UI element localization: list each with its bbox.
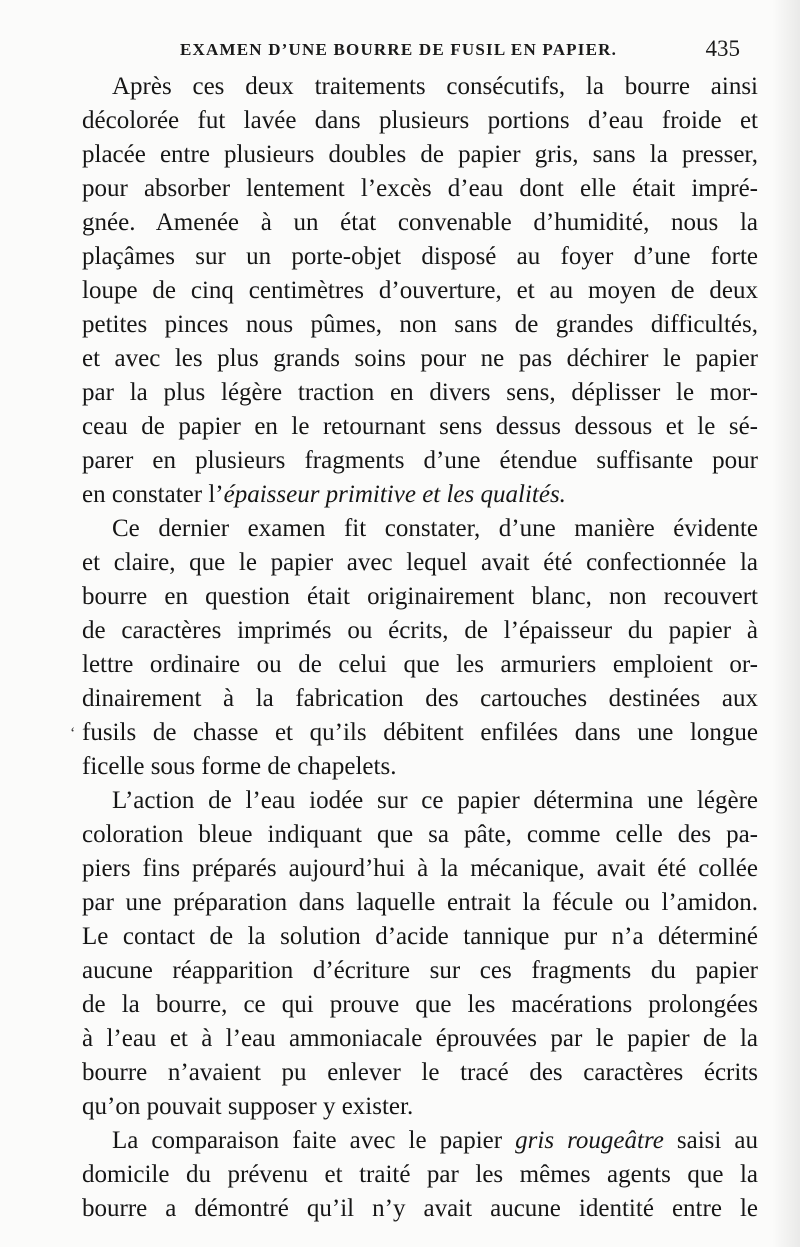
- italic-text: gris rougeâtre: [515, 1127, 664, 1154]
- text-line: par la plus légère traction en divers sens, déplisser le mor-: [82, 379, 758, 406]
- paragraph-2: [82, 512, 758, 784]
- text-line: lettre ordinaire ou de celui que les armuriers emploient or-: [82, 651, 758, 678]
- text-line: bourre n’avaient pu enlever le tracé des caractères écrits: [82, 1059, 758, 1086]
- page-number: 435: [705, 36, 740, 61]
- text-line: placée entre plusieurs doubles de papier gris, sans la presser,: [82, 141, 758, 168]
- text-line: à l’eau et à l’eau ammoniacale éprouvées par le papier de la: [82, 1025, 758, 1052]
- text-line: aucune réapparition d’écriture sur ces fragments du papier: [82, 957, 758, 984]
- paragraph-4: [82, 1124, 758, 1226]
- text-line: parer en plusieurs fragments d’une étendue suffisante pour: [82, 447, 758, 474]
- paragraph-1: [82, 70, 758, 512]
- text-run: saisi au: [663, 1127, 758, 1154]
- page-header: [100, 38, 740, 68]
- text-line: ceau de papier en le retournant sens dessus dessous et le sé-: [82, 413, 758, 440]
- text-line: et claire, que le papier avec lequel avait été confectionnée la: [82, 549, 758, 576]
- paragraph-3: [82, 784, 758, 1124]
- text-line: ficelle sous forme de chapelets.: [82, 753, 397, 780]
- text-line: et avec les plus grands soins pour ne pas déchirer le papier: [82, 345, 758, 372]
- text-line: loupe de cinq centimètres d’ouverture, et au moyen de deux: [82, 277, 758, 304]
- text-line: décolorée fut lavée dans plusieurs portions d’eau froide et: [82, 107, 758, 134]
- text-line: coloration bleue indiquant que sa pâte, comme celle des pa-: [82, 821, 758, 848]
- text-line: fusils de chasse et qu’ils débitent enfilées dans une longue: [82, 719, 758, 746]
- text-run: en constater l’: [82, 481, 224, 508]
- text-line: domicile du prévenu et traité par les mêmes agents que la: [82, 1161, 758, 1188]
- text-line: de caractères imprimés ou écrits, de l’épaisseur du papier à: [82, 617, 758, 644]
- text-line: [82, 1124, 758, 1158]
- text-line: par une préparation dans laquelle entrait la fécule ou l’amidon.: [82, 889, 758, 916]
- text-line: qu’on pouvait supposer y exister.: [82, 1093, 414, 1120]
- page-edge-shadow: [772, 0, 800, 1247]
- running-head: EXAMEN D’UNE BOURRE DE FUSIL EN PAPIER.: [180, 40, 618, 59]
- text-line: bourre a démontré qu’il n’y avait aucune identité entre le: [82, 1195, 758, 1222]
- text-line: gnée. Amenée à un état convenable d’humidité, nous la: [82, 209, 758, 236]
- text-line: dinairement à la fabrication des cartouches destinées aux: [82, 685, 758, 712]
- text-line: L’action de l’eau iodée sur ce papier détermina une légère: [112, 787, 758, 814]
- text-run: La comparaison faite avec le papier: [112, 1127, 516, 1154]
- text-line: pour absorber lentement l’excès d’eau dont elle était impré-: [82, 175, 758, 202]
- text-line: Le contact de la solution d’acide tannique pur n’a déterminé: [82, 923, 758, 950]
- italic-text: épaisseur primitive et les qualités.: [223, 481, 566, 508]
- text-line: petites pinces nous pûmes, non sans de grandes difficultés,: [82, 311, 758, 338]
- text-line: piers fins préparés aujourd’hui à la mécanique, avait été collée: [82, 855, 758, 882]
- margin-mark: ‘: [70, 725, 76, 742]
- text-line: Après ces deux traitements consécutifs, la bourre ainsi: [112, 73, 758, 100]
- text-line: de la bourre, ce qui prouve que les macérations prolongées: [82, 991, 758, 1018]
- text-line: bourre en question était originairement blanc, non recouvert: [82, 583, 758, 610]
- text-line: Ce dernier examen fit constater, d’une manière évidente: [112, 515, 758, 542]
- text-line: [82, 478, 758, 512]
- text-line: plaçâmes sur un porte-objet disposé au foyer d’une forte: [82, 243, 758, 270]
- body-text: [82, 70, 758, 1226]
